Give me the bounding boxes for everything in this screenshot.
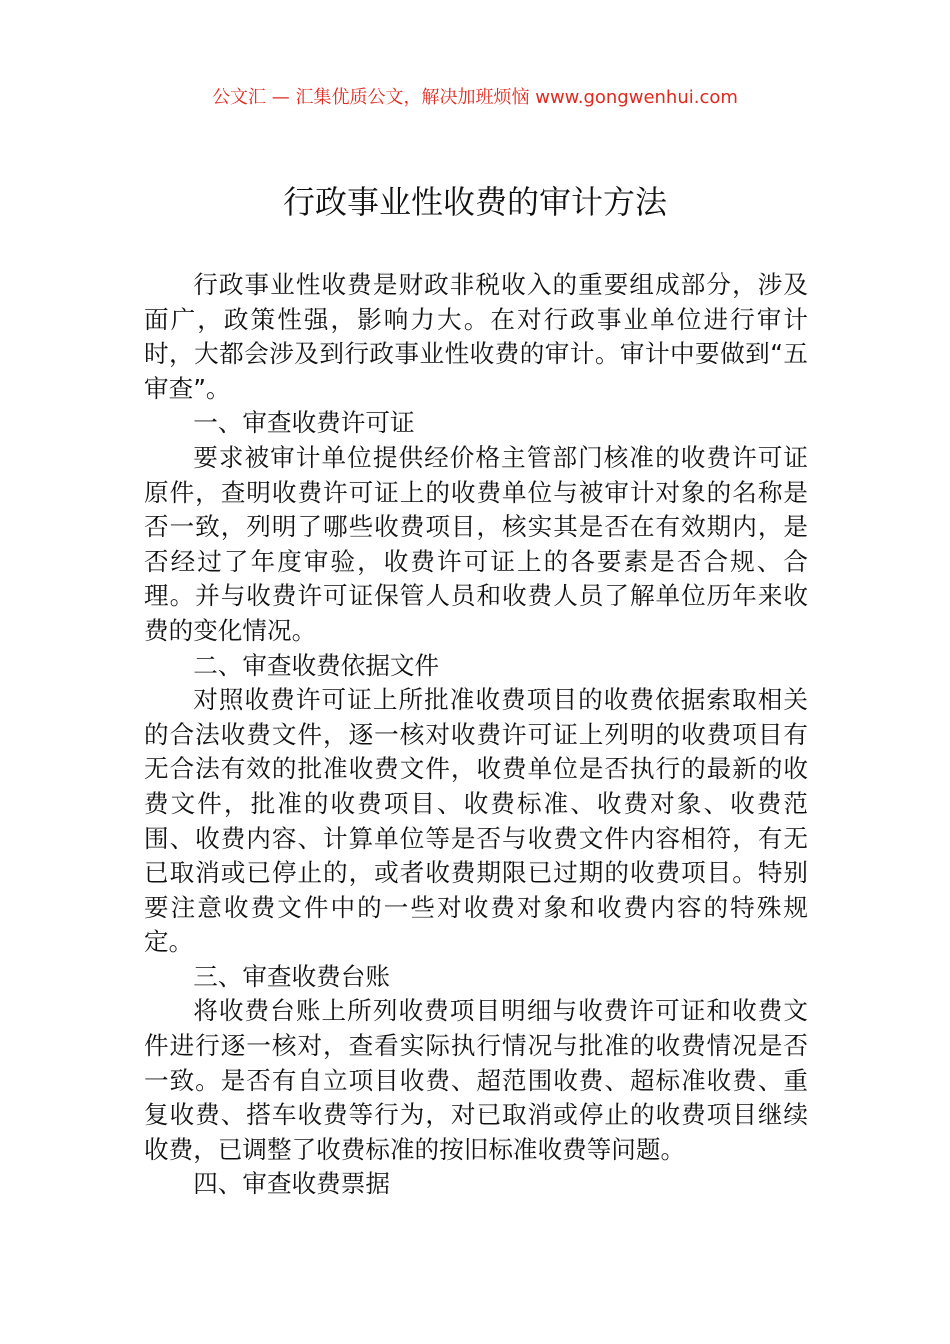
document-body xyxy=(144,268,808,1202)
section-body-3: 将收费台账上所列收费项目明细与收费许可证和收费文件进行逐一核对，查看实际执行情况与批准的收费情况是否一致。是否有自立项目收费、超范围收费、超标准收费、重复收费、搭车收费等行为，对已取消或停止的收费项目继续收费，已调整了收费标准的按旧标准收费等问题。 xyxy=(144,996,808,1164)
section-heading-2: 二、审查收费依据文件 xyxy=(193,650,440,680)
document-title: 行政事业性收费的审计方法 xyxy=(282,183,667,221)
section-body-2: 对照收费许可证上所批准收费项目的收费依据索取相关的合法收费文件，逐一核对收费许可证上列明的收费项目有无合法有效的批准收费文件，收费单位是否执行的最新的收费文件，批准的收费项目、收费标准、收费对象、收费范围、收费内容、计算单位等是否与收费文件内容相符，有无已取消或已停止的，或者收费期限已过期的收费项目。特别要注意收费文件中的一些对收费对象和收费内容的特殊规定。 xyxy=(144,685,808,957)
header-banner: 公文汇 — 汇集优质公文，解决加班烦恼 www.gongwenhui.com xyxy=(212,87,738,108)
intro-paragraph: 行政事业性收费是财政非税收入的重要组成部分，涉及面广，政策性强，影响力大。在对行政事业单位进行审计时，大都会涉及到行政事业性收费的审计。审计中要做到“五审查”。 xyxy=(144,270,808,403)
section-heading-3: 三、审查收费台账 xyxy=(193,961,390,991)
section-body-1: 要求被审计单位提供经价格主管部门核准的收费许可证原件，查明收费许可证上的收费单位与被审计对象的名称是否一致，列明了哪些收费项目，核实其是否在有效期内，是否经过了年度审验，收费许可证上的各要素是否合规、合理。并与收费许可证保管人员和收费人员了解单位历年来收费的变化情况。 xyxy=(144,442,808,645)
section-heading-4: 四、审查收费票据 xyxy=(193,1169,390,1199)
section-heading-1: 一、审查收费许可证 xyxy=(193,408,415,438)
